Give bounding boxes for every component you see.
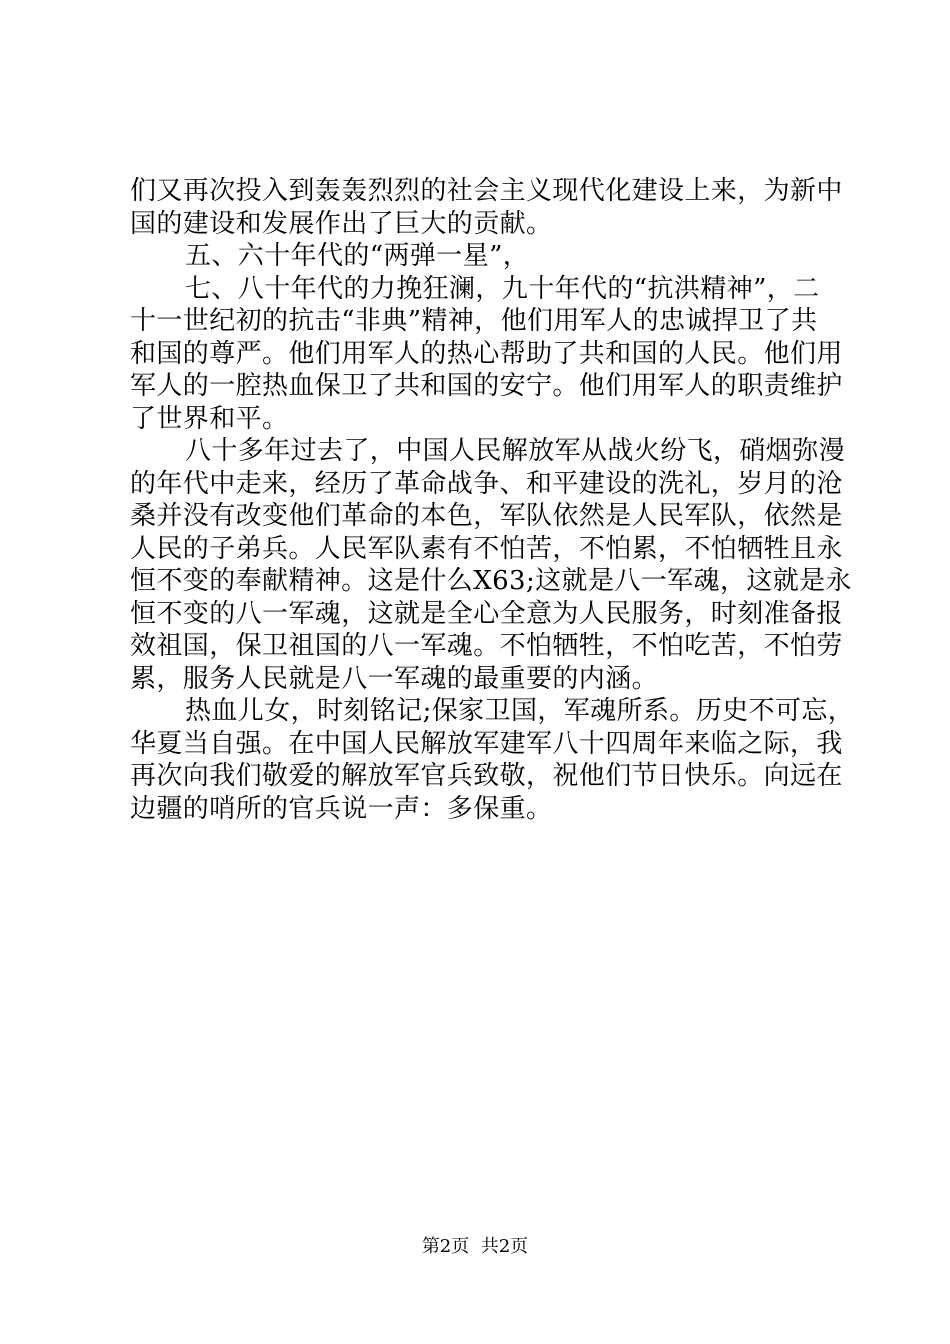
text-line: 人民的子弟兵。人民军队素有不怕苦，不怕累，不怕牺牲且永 xyxy=(130,533,843,564)
text-line: 七、八十年代的力挽狂澜，九十年代的“抗洪精神”，二 xyxy=(185,273,820,304)
text-line: 了世界和平。 xyxy=(130,403,289,434)
text-line: 华夏当自强。在中国人民解放军建军八十四周年来临之际，我 xyxy=(130,728,843,759)
text-line: 十一世纪初的抗击“非典”精神，他们用军人的忠诚捍卫了共 xyxy=(130,306,818,336)
text-line: 国的建设和发展作出了巨大的贡献。 xyxy=(130,208,553,239)
text-line: 累，服务人民就是八一军魂的最重要的内涵。 xyxy=(130,663,659,694)
text-line: 效祖国，保卫祖国的八一军魂。不怕牺牲，不怕吃苦，不怕劳 xyxy=(130,631,843,661)
text-line: 军人的一腔热血保卫了共和国的安宁。他们用军人的职责维护 xyxy=(130,371,843,401)
text-line: 八十多年过去了，中国人民解放军从战火纷飞，硝烟弥漫 xyxy=(185,436,846,466)
page-footer: 第2页 共2页 xyxy=(421,1236,529,1257)
text-line: 和国的尊严。他们用军人的热心帮助了共和国的人民。他们用 xyxy=(130,338,843,369)
text-line: 桑并没有改变他们革命的本色，军队依然是人民军队，依然是 xyxy=(130,501,843,531)
text-line: 恒不变的八一军魂，这就是全心全意为人民服务，时刻准备报 xyxy=(130,598,843,629)
text-line: 恒不变的奉献精神。这是什么X63;这就是八一军魂，这就是永 xyxy=(130,566,852,596)
text-line: 再次向我们敬爱的解放军官兵致敬，祝他们节日快乐。向远在 xyxy=(130,761,843,791)
document-body xyxy=(130,175,855,825)
text-line: 们又再次投入到轰轰烈烈的社会主义现代化建设上来，为新中 xyxy=(130,176,843,206)
text-line: 的年代中走来，经历了革命战争、和平建设的洗礼，岁月的沧 xyxy=(130,468,843,499)
text-line: 热血儿女，时刻铭记;保家卫国，军魂所系。历史不可忘， xyxy=(185,696,855,726)
text-line: 边疆的哨所的官兵说一声：多保重。 xyxy=(130,793,553,824)
text-line: 五、六十年代的“两弹一星”， xyxy=(185,241,530,271)
